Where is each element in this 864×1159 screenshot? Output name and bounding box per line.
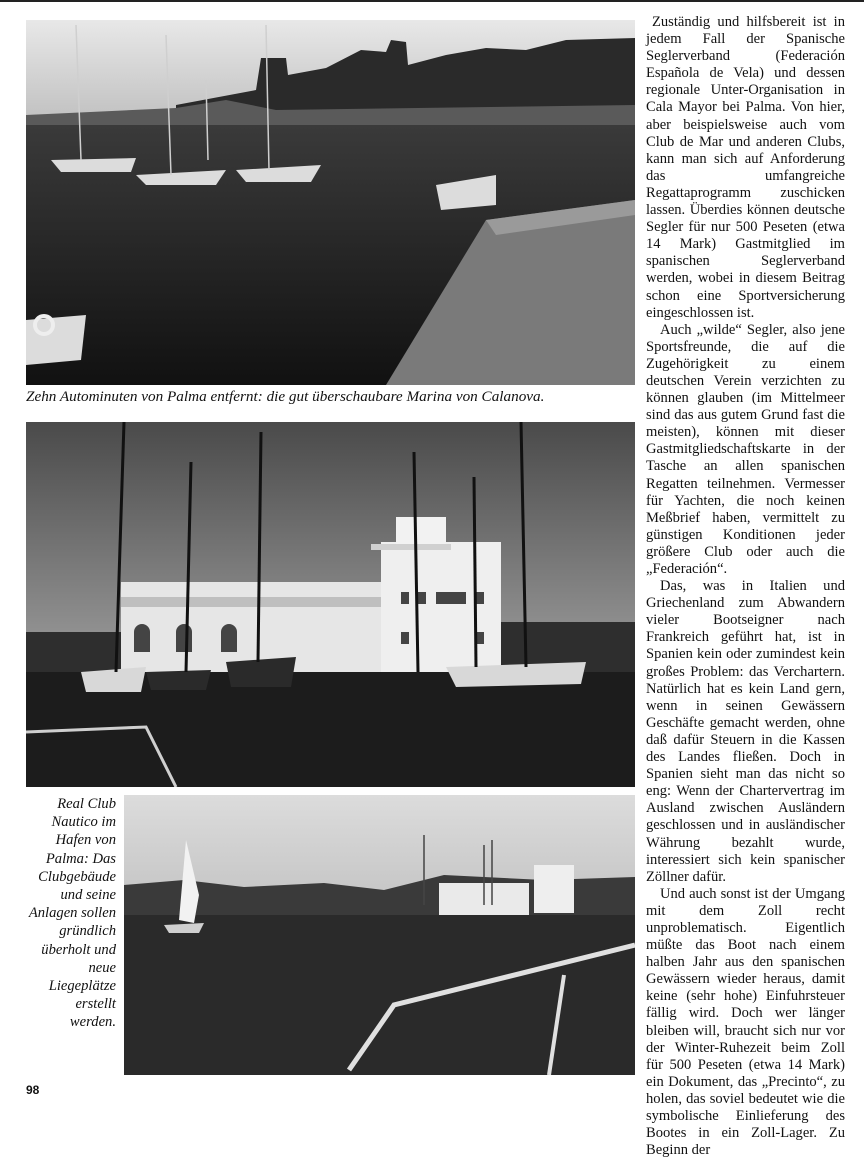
article-paragraph: Das, was in Italien und Griechenland zum Abwandern vieler Bootseigner nach Frankreich geführt hat, ist in Spanien kein oder zumindest kein großes Problem: das Verchartern. Natürlich hat es kein Land gern, wenn in seinen Gewässern Geschäfte gemacht werden, ohne daß dafür Steuern in die Kassen des Landes fließen. Doch in Spanien sieht man das nicht so eng: Wenn der Chartervertrag im Ausland zwischen Ausländern geschlossen und in ausländischer Währung bezahlt wurde, interessiert sich kein spanischer Zöllner dafür. (646, 578, 845, 885)
marina-caption: Zehn Autominuten von Palma entfernt: die gut überschaubare Marina von Calanova. (26, 388, 545, 405)
article-paragraph: Zuständig und hilfsbereit ist in jedem Fall der Spanische Seglerverband (Federación Española de Vela) und dessen regionale Unter-Organisation in Cala Mayor bei Palma. Von hier, aber beispielsweise auch vom Club de Mar und anderen Clubs, kann man sich auf Anforderung das umfangreiche Regattaprogramm zuschicken lassen. Überdies können deutsche Segler für nur 500 Peseten (etwa 14 Mark) Gastmitglied im spanischen Seglerverband werden, wobei in diesem Beitrag schon eine Sportversicherung eingeschlossen ist. (646, 14, 845, 321)
article-paragraph: Und auch sonst ist der Umgang mit dem Zoll recht unproblematisch. Eigentlich müßte das Boot nach einem halben Jahr aus den spanischen Gewässern wieder heraus, damit keine (sehr hohe) Einfuhrsteuer fällig wird. Doch wer länger bleiben will, braucht sich nur vor der Winter-Ruhezeit beim Zoll für 500 Peseten (etwa 14 Mark) ein Dokument, das „Precinto“, zu holen, das soviel bedeutet wie die symbolische Einlieferung des Bootes in ein Zoll-Lager. Zu Beginn der (646, 885, 845, 1159)
article-column (646, 14, 845, 1159)
marina-photo (26, 20, 635, 385)
harbor-photo (124, 795, 635, 1075)
article-paragraph: Auch „wilde“ Segler, also jene Sportsfreunde, die auf die Zugehörigkeit zu einem deutschen Verein verzichten zu können glauben (im Mittelmeer sind das aus gutem Grund fast die meisten), können mit dieser Gastmitgliedschaftskarte in der Tasche an allen spanischen Regatten teilnehmen. Vermesser für Yachten, die noch keinen Meßbrief haben, vermittelt zu günstigen Konditionen jeder größere Club oder auch die „Federación“. (646, 321, 845, 577)
clubhouse-photo (26, 422, 635, 787)
clubhouse-caption: Real Club Nautico im Hafen von Palma: Das Clubgebäude und seine Anlagen sollen gründlich überholt und neue Liegeplätze erstellt werden. (28, 796, 116, 1031)
top-rule (0, 0, 864, 2)
page-number: 98 (26, 1083, 40, 1097)
